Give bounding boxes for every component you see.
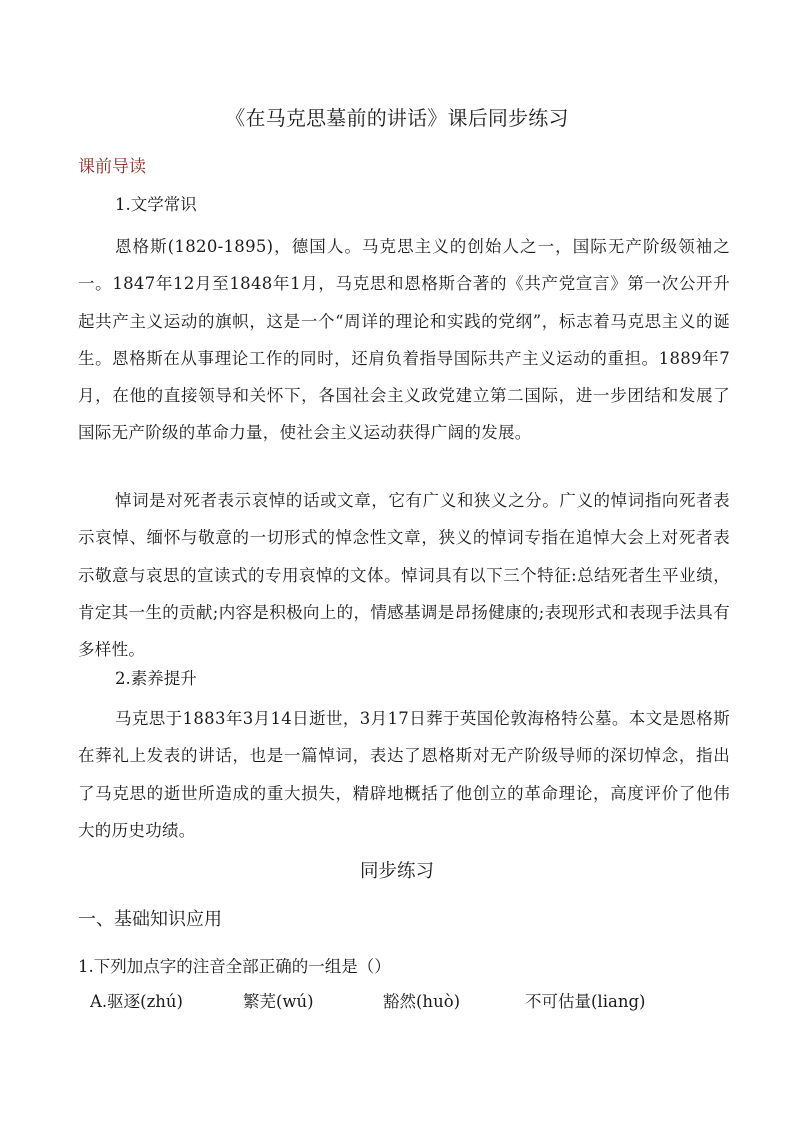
part-one-heading: 一、基础知识应用 <box>78 909 222 930</box>
question-1-stem: 1.下列加点字的注音全部正确的一组是（） <box>78 957 391 976</box>
subheading-literary-knowledge: 1.文学常识 <box>115 195 197 214</box>
option-a-item-1: A.驱逐(zhú) <box>90 992 183 1011</box>
paragraph-marx-death: 马克思于1883年3月14日逝世，3月17日葬于英国伦敦海格特公墓。本文是恩格斯在葬礼上发表的讲话，也是一篇悼词，表达了恩格斯对无产阶级导师的深切悼念，指出了马克思的逝世所造成的重大损失，精辟地概括了他创立的革命理论，高度评价了他伟大的历史功绩。 <box>78 709 730 840</box>
paragraph-engels-bio: 恩格斯(1820-1895)，德国人。马克思主义的创始人之一，国际无产阶级领袖之一。1847年12月至1848年1月，马克思和恩格斯合著的《共产党宣言》第一次公开升起共产主义运动的旗帜，这是一个“周详的理论和实践的党纲”，标志着马克思主义的诞生。恩格斯在从事理论工作的同时，还肩负着指导国际共产主义运动的重担。1889年7月，在他的直接领导和关怀下，各国社会主义政党建立第二国际，进一步团结和发展了国际无产阶级的革命力量，使社会主义运动获得广阔的发展。 <box>78 237 730 443</box>
option-a-item-4: 不可估量(liang) <box>525 992 646 1011</box>
question-1-options <box>90 988 645 1016</box>
subheading-literacy-improvement: 2.素养提升 <box>115 669 197 688</box>
option-a-item-2: 繁芜(wú) <box>243 992 314 1011</box>
paragraph-eulogy-definition: 悼词是对死者表示哀悼的话或文章，它有广义和狭义之分。广义的悼词指向死者表示哀悼、缅怀与敬意的一切形式的悼念性文章，狭义的悼词专指在追悼大会上对死者表示敬意与哀思的宣读式的专用哀悼的文体。悼词具有以下三个特征:总结死者生平业绩，肯定其一生的贡献;内容是积极向上的，情感基调是昂扬健康的;表现形式和表现手法具有多样性。 <box>78 491 730 660</box>
option-a-item-3: 豁然(huò) <box>383 992 461 1011</box>
page-title: 《在马克思墓前的讲话》课后同步练习 <box>225 106 569 130</box>
practice-heading: 同步练习 <box>359 861 434 882</box>
pre-reading-label: 课前导读 <box>78 157 146 177</box>
